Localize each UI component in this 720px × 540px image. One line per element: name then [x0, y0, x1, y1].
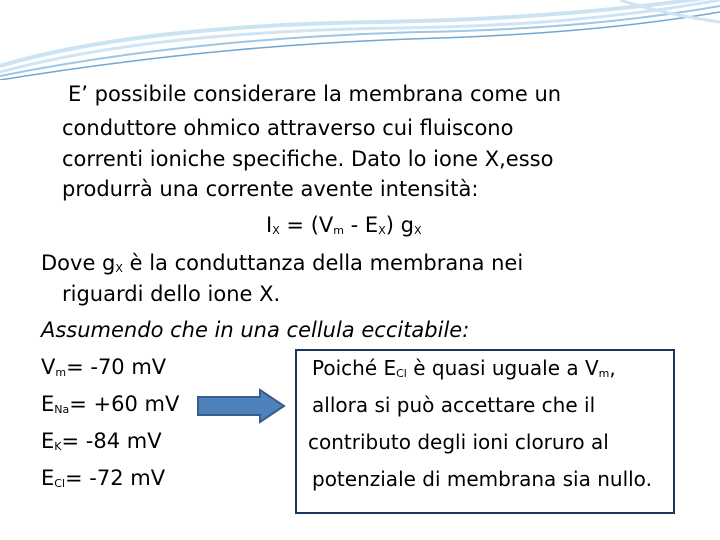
note-line2: allora si può accettare che il: [312, 393, 596, 417]
potential-vm: Vm= -70 mV: [41, 355, 167, 379]
paragraph1-line3: correnti ioniche specifiche. Dato lo ione X,esso: [62, 147, 554, 171]
note-line1: Poiché ECl è quasi uguale a Vm,: [312, 356, 616, 380]
note-line3: contributo degli ioni cloruro al: [308, 430, 609, 454]
assumption-heading: Assumendo che in una cellula eccitabile:: [41, 318, 470, 342]
paragraph2-line2: riguardi dello ione X.: [62, 282, 281, 306]
paragraph2-line1: Dove gX è la conduttanza della membrana nei: [41, 251, 524, 275]
potential-ecl: ECl= -72 mV: [41, 466, 166, 490]
paragraph1-line1: E’ possibile considerare la membrana come un: [68, 82, 562, 106]
header-wave-decoration: [0, 0, 720, 80]
current-formula: IX = (Vm - EX) gX: [266, 213, 422, 237]
potential-ek: EK= -84 mV: [41, 429, 162, 453]
note-line4: potenziale di membrana sia nullo.: [312, 467, 652, 491]
right-arrow-icon: [196, 388, 288, 424]
paragraph1-line2: conduttore ohmico attraverso cui fluiscono: [62, 116, 514, 140]
potential-ena: ENa= +60 mV: [41, 392, 180, 416]
paragraph1-line4: produrrà una corrente avente intensità:: [62, 177, 479, 201]
